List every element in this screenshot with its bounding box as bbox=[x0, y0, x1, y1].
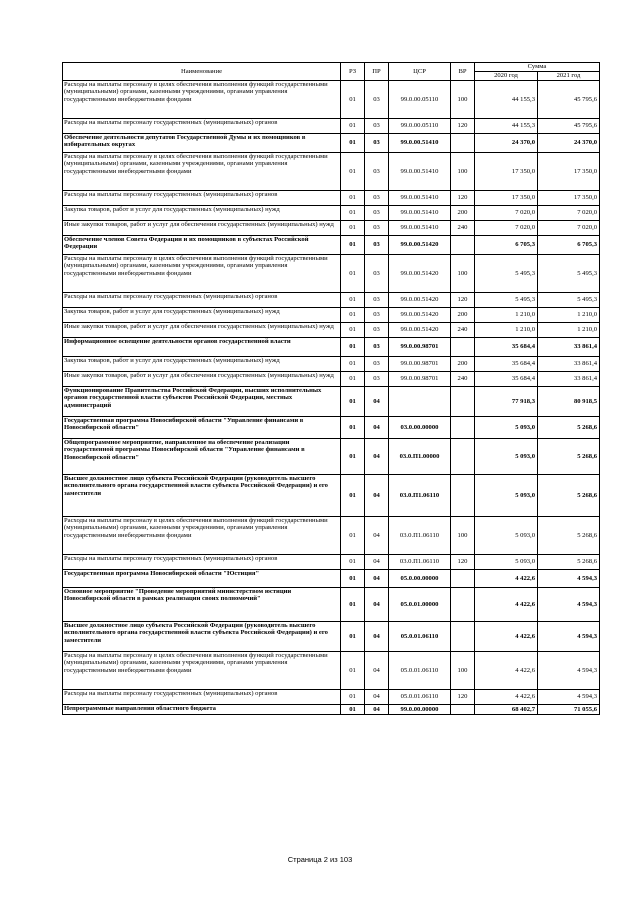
row-rz: 01 bbox=[341, 236, 365, 255]
row-name: Закупка товаров, работ и услуг для государственных (муниципальных) нужд bbox=[63, 308, 341, 323]
row-amount-2021: 5 268,6 bbox=[538, 517, 600, 555]
row-vr: 120 bbox=[451, 191, 475, 206]
row-pr: 04 bbox=[365, 570, 389, 588]
row-vr: 240 bbox=[451, 372, 475, 387]
row-vr bbox=[451, 387, 475, 417]
row-pr: 03 bbox=[365, 81, 389, 119]
table-row bbox=[63, 555, 600, 570]
row-pr: 03 bbox=[365, 323, 389, 338]
row-csr: 99.0.00.98701 bbox=[389, 357, 451, 372]
row-pr: 03 bbox=[365, 206, 389, 221]
row-pr: 03 bbox=[365, 153, 389, 191]
table-row bbox=[63, 517, 600, 555]
row-rz: 01 bbox=[341, 221, 365, 236]
row-vr: 120 bbox=[451, 555, 475, 570]
table-row bbox=[63, 588, 600, 622]
header-sum: Сумма bbox=[475, 63, 600, 72]
row-name: Информационное освещение деятельности органов государственной власти bbox=[63, 338, 341, 357]
row-amount-2020: 6 705,3 bbox=[475, 236, 538, 255]
row-name: Расходы на выплаты персоналу в целях обеспечения выполнения функций государственными (муниципальными) органами, казенными учреждениями, органами управления государственными внебюджетными фондами bbox=[63, 517, 341, 555]
row-name: Расходы на выплаты персоналу государственных (муниципальных) органов bbox=[63, 119, 341, 134]
row-vr: 100 bbox=[451, 255, 475, 293]
header-vr: ВР bbox=[451, 63, 475, 81]
row-rz: 01 bbox=[341, 622, 365, 652]
row-vr: 100 bbox=[451, 517, 475, 555]
row-amount-2021: 33 861,4 bbox=[538, 338, 600, 357]
table-row bbox=[63, 338, 600, 357]
row-amount-2020: 5 093,0 bbox=[475, 555, 538, 570]
row-amount-2020: 35 684,4 bbox=[475, 338, 538, 357]
row-pr: 04 bbox=[365, 417, 389, 439]
row-vr: 240 bbox=[451, 221, 475, 236]
row-rz: 01 bbox=[341, 293, 365, 308]
row-rz: 01 bbox=[341, 439, 365, 475]
row-amount-2020: 35 684,4 bbox=[475, 372, 538, 387]
row-amount-2020: 4 422,6 bbox=[475, 690, 538, 705]
row-amount-2020: 44 155,3 bbox=[475, 81, 538, 119]
row-csr: 99.0.00.51420 bbox=[389, 236, 451, 255]
row-pr: 04 bbox=[365, 439, 389, 475]
row-vr bbox=[451, 622, 475, 652]
table-row bbox=[63, 570, 600, 588]
table-row bbox=[63, 221, 600, 236]
row-pr: 03 bbox=[365, 357, 389, 372]
row-amount-2020: 17 350,0 bbox=[475, 153, 538, 191]
row-rz: 01 bbox=[341, 323, 365, 338]
row-csr: 03.0.П1.06110 bbox=[389, 475, 451, 517]
row-vr: 100 bbox=[451, 652, 475, 690]
table-row bbox=[63, 323, 600, 338]
row-amount-2020: 5 093,0 bbox=[475, 439, 538, 475]
row-pr: 03 bbox=[365, 255, 389, 293]
row-pr: 04 bbox=[365, 555, 389, 570]
row-vr bbox=[451, 588, 475, 622]
row-vr: 100 bbox=[451, 153, 475, 191]
row-name: Обеспечение деятельности депутатов Государственной Думы и их помощников в избирательных округах bbox=[63, 134, 341, 153]
row-name: Закупка товаров, работ и услуг для государственных (муниципальных) нужд bbox=[63, 206, 341, 221]
row-amount-2021: 4 594,3 bbox=[538, 588, 600, 622]
row-rz: 01 bbox=[341, 308, 365, 323]
row-name: Иные закупки товаров, работ и услуг для обеспечения государственных (муниципальных) нужд bbox=[63, 372, 341, 387]
row-vr: 200 bbox=[451, 308, 475, 323]
row-name: Расходы на выплаты персоналу в целях обеспечения выполнения функций государственными (муниципальными) органами, казенными учреждениями, органами управления государственными внебюджетными фондами bbox=[63, 255, 341, 293]
row-amount-2020: 35 684,4 bbox=[475, 357, 538, 372]
row-vr: 120 bbox=[451, 119, 475, 134]
row-amount-2021: 5 268,6 bbox=[538, 555, 600, 570]
row-amount-2021: 24 370,0 bbox=[538, 134, 600, 153]
table-header bbox=[63, 63, 600, 81]
row-amount-2020: 17 350,0 bbox=[475, 191, 538, 206]
row-name: Общепрограммное мероприятие, направленное на обеспечение реализации государственной программы Новосибирской области "Управление финансами в Новосибирской области" bbox=[63, 439, 341, 475]
table-row bbox=[63, 206, 600, 221]
row-pr: 03 bbox=[365, 119, 389, 134]
table-row bbox=[63, 622, 600, 652]
row-rz: 01 bbox=[341, 134, 365, 153]
row-csr: 99.0.00.51420 bbox=[389, 308, 451, 323]
header-year-2020: 2020 год bbox=[475, 72, 538, 81]
table-row bbox=[63, 357, 600, 372]
row-vr: 100 bbox=[451, 81, 475, 119]
header-year-2021: 2021 год bbox=[538, 72, 600, 81]
row-amount-2020: 1 210,0 bbox=[475, 323, 538, 338]
row-amount-2021: 71 055,6 bbox=[538, 705, 600, 715]
row-csr: 05.0.01.00000 bbox=[389, 588, 451, 622]
row-name: Высшее должностное лицо субъекта Российской Федерации (руководитель высшего исполнительного органа государственной власти субъекта Российской Федерации) и его заместители bbox=[63, 622, 341, 652]
row-amount-2021: 5 268,6 bbox=[538, 417, 600, 439]
row-csr: 99.0.00.51410 bbox=[389, 134, 451, 153]
table-row bbox=[63, 293, 600, 308]
row-amount-2020: 5 093,0 bbox=[475, 517, 538, 555]
row-rz: 01 bbox=[341, 153, 365, 191]
row-amount-2021: 4 594,3 bbox=[538, 652, 600, 690]
row-amount-2021: 45 795,6 bbox=[538, 119, 600, 134]
budget-table bbox=[62, 62, 600, 715]
table-body bbox=[63, 81, 600, 715]
row-rz: 01 bbox=[341, 372, 365, 387]
row-name: Закупка товаров, работ и услуг для государственных (муниципальных) нужд bbox=[63, 357, 341, 372]
row-csr: 99.0.00.98701 bbox=[389, 372, 451, 387]
row-name: Иные закупки товаров, работ и услуг для обеспечения государственных (муниципальных) нужд bbox=[63, 323, 341, 338]
row-amount-2020: 4 422,6 bbox=[475, 622, 538, 652]
row-amount-2021: 5 495,3 bbox=[538, 293, 600, 308]
row-amount-2021: 17 350,0 bbox=[538, 153, 600, 191]
row-amount-2020: 24 370,0 bbox=[475, 134, 538, 153]
row-rz: 01 bbox=[341, 475, 365, 517]
header-pr: ПР bbox=[365, 63, 389, 81]
row-amount-2021: 4 594,3 bbox=[538, 570, 600, 588]
row-pr: 04 bbox=[365, 517, 389, 555]
table-row bbox=[63, 439, 600, 475]
table-row bbox=[63, 652, 600, 690]
row-name: Непрограммные направления областного бюджета bbox=[63, 705, 341, 715]
row-amount-2020: 4 422,6 bbox=[475, 652, 538, 690]
row-pr: 03 bbox=[365, 134, 389, 153]
row-csr: 99.0.00.51410 bbox=[389, 206, 451, 221]
header-csr: ЦСР bbox=[389, 63, 451, 81]
row-amount-2021: 1 210,0 bbox=[538, 323, 600, 338]
row-vr bbox=[451, 439, 475, 475]
table-row bbox=[63, 475, 600, 517]
table-row bbox=[63, 119, 600, 134]
row-amount-2021: 17 350,0 bbox=[538, 191, 600, 206]
row-rz: 01 bbox=[341, 81, 365, 119]
row-amount-2020: 5 495,3 bbox=[475, 255, 538, 293]
table-row bbox=[63, 372, 600, 387]
row-csr: 99.0.00.51410 bbox=[389, 191, 451, 206]
table-row bbox=[63, 417, 600, 439]
row-amount-2021: 5 268,6 bbox=[538, 475, 600, 517]
row-csr: 03.0.П1.06110 bbox=[389, 555, 451, 570]
row-pr: 04 bbox=[365, 622, 389, 652]
row-rz: 01 bbox=[341, 206, 365, 221]
row-pr: 03 bbox=[365, 293, 389, 308]
row-amount-2021: 5 495,3 bbox=[538, 255, 600, 293]
row-csr: 99.0.00.51420 bbox=[389, 323, 451, 338]
row-amount-2020: 44 155,3 bbox=[475, 119, 538, 134]
row-pr: 04 bbox=[365, 705, 389, 715]
table-row bbox=[63, 134, 600, 153]
row-csr: 99.0.00.05110 bbox=[389, 81, 451, 119]
row-csr: 05.0.00.00000 bbox=[389, 570, 451, 588]
row-pr: 03 bbox=[365, 191, 389, 206]
table-row bbox=[63, 81, 600, 119]
row-name: Функционирование Правительства Российской Федерации, высших исполнительных органов государственной власти субъектов Российской Федерации, местных администраций bbox=[63, 387, 341, 417]
table-row bbox=[63, 191, 600, 206]
row-csr: 99.0.00.51420 bbox=[389, 293, 451, 308]
row-amount-2020: 7 020,0 bbox=[475, 206, 538, 221]
row-name: Расходы на выплаты персоналу государственных (муниципальных) органов bbox=[63, 690, 341, 705]
row-rz: 01 bbox=[341, 705, 365, 715]
row-rz: 01 bbox=[341, 517, 365, 555]
row-vr: 200 bbox=[451, 206, 475, 221]
row-vr: 120 bbox=[451, 293, 475, 308]
row-pr: 03 bbox=[365, 236, 389, 255]
row-csr: 99.0.00.98701 bbox=[389, 338, 451, 357]
row-pr: 03 bbox=[365, 372, 389, 387]
row-amount-2021: 45 795,6 bbox=[538, 81, 600, 119]
row-vr bbox=[451, 705, 475, 715]
row-name: Иные закупки товаров, работ и услуг для обеспечения государственных (муниципальных) нужд bbox=[63, 221, 341, 236]
row-pr: 04 bbox=[365, 588, 389, 622]
row-csr: 03.0.П1.06110 bbox=[389, 517, 451, 555]
row-rz: 01 bbox=[341, 255, 365, 293]
row-amount-2021: 5 268,6 bbox=[538, 439, 600, 475]
row-amount-2020: 77 918,3 bbox=[475, 387, 538, 417]
row-name: Расходы на выплаты персоналу в целях обеспечения выполнения функций государственными (муниципальными) органами, казенными учреждениями, органами управления государственными внебюджетными фондами bbox=[63, 153, 341, 191]
row-rz: 01 bbox=[341, 555, 365, 570]
row-csr: 99.0.00.51410 bbox=[389, 221, 451, 236]
row-rz: 01 bbox=[341, 588, 365, 622]
row-csr bbox=[389, 387, 451, 417]
row-csr: 99.0.00.00000 bbox=[389, 705, 451, 715]
row-rz: 01 bbox=[341, 417, 365, 439]
page-number: Страница 2 из 103 bbox=[287, 855, 353, 864]
row-rz: 01 bbox=[341, 357, 365, 372]
row-pr: 04 bbox=[365, 475, 389, 517]
row-amount-2021: 4 594,3 bbox=[538, 622, 600, 652]
row-vr bbox=[451, 236, 475, 255]
row-rz: 01 bbox=[341, 119, 365, 134]
row-csr: 05.0.01.06110 bbox=[389, 622, 451, 652]
row-vr bbox=[451, 475, 475, 517]
row-pr: 03 bbox=[365, 338, 389, 357]
row-rz: 01 bbox=[341, 387, 365, 417]
row-name: Обеспечение членов Совета Федерации и их помощников в субъектах Российской Федерации bbox=[63, 236, 341, 255]
row-vr: 200 bbox=[451, 357, 475, 372]
row-vr bbox=[451, 134, 475, 153]
row-name: Государственная программа Новосибирской области "Управление финансами в Новосибирской области" bbox=[63, 417, 341, 439]
row-rz: 01 bbox=[341, 191, 365, 206]
row-name: Расходы на выплаты персоналу в целях обеспечения выполнения функций государственными (муниципальными) органами, казенными учреждениями, органами управления государственными внебюджетными фондами bbox=[63, 652, 341, 690]
header-name: Наименование bbox=[63, 63, 341, 81]
row-csr: 99.0.00.05110 bbox=[389, 119, 451, 134]
row-amount-2020: 4 422,6 bbox=[475, 588, 538, 622]
row-amount-2021: 1 210,0 bbox=[538, 308, 600, 323]
row-pr: 04 bbox=[365, 652, 389, 690]
row-amount-2021: 6 705,3 bbox=[538, 236, 600, 255]
row-amount-2021: 80 918,5 bbox=[538, 387, 600, 417]
table-row bbox=[63, 236, 600, 255]
row-amount-2020: 5 495,3 bbox=[475, 293, 538, 308]
row-name: Государственная программа Новосибирской области "Юстиция" bbox=[63, 570, 341, 588]
row-amount-2020: 7 020,0 bbox=[475, 221, 538, 236]
row-vr bbox=[451, 570, 475, 588]
table-row bbox=[63, 690, 600, 705]
table-row bbox=[63, 387, 600, 417]
row-csr: 03.0.П1.00000 bbox=[389, 439, 451, 475]
header-rz: РЗ bbox=[341, 63, 365, 81]
row-rz: 01 bbox=[341, 338, 365, 357]
row-rz: 01 bbox=[341, 690, 365, 705]
row-pr: 04 bbox=[365, 690, 389, 705]
table-row bbox=[63, 255, 600, 293]
table-row bbox=[63, 153, 600, 191]
row-amount-2021: 33 861,4 bbox=[538, 357, 600, 372]
row-amount-2021: 7 020,0 bbox=[538, 206, 600, 221]
row-vr: 240 bbox=[451, 323, 475, 338]
row-pr: 04 bbox=[365, 387, 389, 417]
row-name: Расходы на выплаты персоналу государственных (муниципальных) органов bbox=[63, 191, 341, 206]
row-amount-2020: 5 093,0 bbox=[475, 475, 538, 517]
row-pr: 03 bbox=[365, 221, 389, 236]
table-row bbox=[63, 308, 600, 323]
row-amount-2020: 5 093,0 bbox=[475, 417, 538, 439]
row-csr: 99.0.00.51420 bbox=[389, 255, 451, 293]
row-vr bbox=[451, 417, 475, 439]
row-csr: 03.0.00.00000 bbox=[389, 417, 451, 439]
row-amount-2021: 4 594,3 bbox=[538, 690, 600, 705]
row-csr: 05.0.01.06110 bbox=[389, 690, 451, 705]
row-vr: 120 bbox=[451, 690, 475, 705]
row-amount-2021: 33 861,4 bbox=[538, 372, 600, 387]
row-rz: 01 bbox=[341, 652, 365, 690]
row-name: Расходы на выплаты персоналу в целях обеспечения выполнения функций государственными (муниципальными) органами, казенными учреждениями, органами управления государственными внебюджетными фондами bbox=[63, 81, 341, 119]
row-name: Высшее должностное лицо субъекта Российской Федерации (руководитель высшего исполнительного органа государственной власти субъекта Российской Федерации) и его заместители bbox=[63, 475, 341, 517]
table-row bbox=[63, 705, 600, 715]
row-csr: 99.0.00.51410 bbox=[389, 153, 451, 191]
row-name: Расходы на выплаты персоналу государственных (муниципальных) органов bbox=[63, 555, 341, 570]
row-amount-2021: 7 020,0 bbox=[538, 221, 600, 236]
row-amount-2020: 68 402,7 bbox=[475, 705, 538, 715]
row-amount-2020: 4 422,6 bbox=[475, 570, 538, 588]
row-name: Расходы на выплаты персоналу государственных (муниципальных) органов bbox=[63, 293, 341, 308]
row-name: Основное мероприятие "Проведение мероприятий министерством юстиции Новосибирской области в рамках реализации своих полномочий" bbox=[63, 588, 341, 622]
row-rz: 01 bbox=[341, 570, 365, 588]
row-pr: 03 bbox=[365, 308, 389, 323]
row-vr bbox=[451, 338, 475, 357]
row-amount-2020: 1 210,0 bbox=[475, 308, 538, 323]
row-csr: 05.0.01.06110 bbox=[389, 652, 451, 690]
